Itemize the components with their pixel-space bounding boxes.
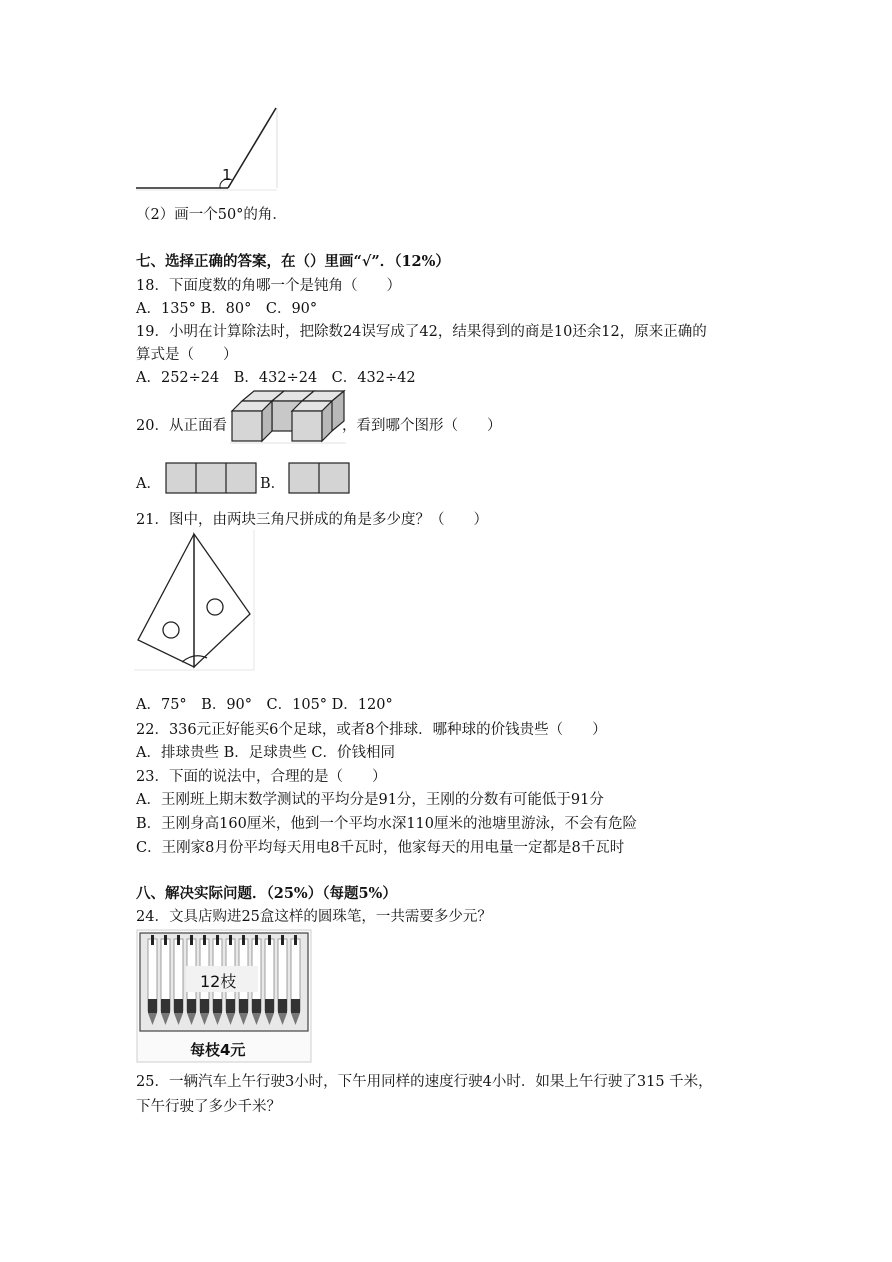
q23-option-a: A．王刚班上期末数学测试的平均分是91分，王刚的分数有可能低于91分: [136, 792, 604, 808]
q20-option-b-label: B．: [260, 476, 286, 492]
q21-options: A．75° B．90° C．105° D．120°: [136, 697, 393, 713]
q21-stem: 21．图中，由两块三角尺拼成的角是多少度？（ ）: [136, 512, 488, 528]
section8-heading: 八、解决实际问题．（25%）（每题5%）: [136, 885, 397, 902]
q22-stem: 22．336元正好能买6个足球，或者8个排球．哪种球的价钱贵些（ ）: [136, 722, 607, 738]
q19-options: A．252÷24 B．432÷24 C．432÷42: [136, 370, 416, 386]
q18-options: A．135° B．80° C．90°: [136, 301, 318, 317]
pen-grip: [291, 999, 300, 1013]
task2-text: （2）画一个50°的角．: [136, 207, 287, 223]
q18-stem: 18．下面度数的角哪一个是钝角（ ）: [136, 278, 401, 294]
set-squares-figure: [134, 530, 256, 672]
q25-stem-line1: 25．一辆汽车上午行驶3小时，下午用同样的速度行驶4小时．如果上午行驶了315 千米，: [136, 1074, 713, 1090]
pen-grip: [187, 999, 196, 1013]
q20-option-a-figure: [164, 461, 260, 495]
pen-box-label: 12枝: [200, 972, 237, 991]
pen-box-figure: [136, 929, 312, 1063]
q25-stem-line2: 下午行驶了多少千米？: [136, 1099, 281, 1115]
pen-clip: [190, 935, 193, 945]
cube-solid-figure: [230, 389, 346, 445]
pen-clip: [177, 935, 180, 945]
pen-grip: [161, 999, 170, 1013]
pen-clip: [242, 935, 245, 945]
q20-option-b-figure: [287, 461, 353, 495]
pen-clip: [281, 935, 284, 945]
q19-stem-line1: 19．小明在计算除法时，把除数24误写成了42，结果得到的商是10还余12，原来正确的: [136, 324, 707, 340]
pen-price-label: 每枝4元: [190, 1041, 246, 1059]
q23-option-b: B．王刚身高160厘米，他到一个平均水深110厘米的池塘里游泳，不会有危险: [136, 816, 638, 832]
angle-label: 1: [222, 166, 232, 184]
pen-grip: [239, 999, 248, 1013]
q23-stem: 23．下面的说法中，合理的是（ ）: [136, 769, 387, 785]
q23-option-c: C．王刚家8月份平均每天用电8千瓦时，他家每天的用电量一定都是8千瓦时: [136, 840, 625, 856]
pen-grip: [226, 999, 235, 1013]
pen-grip: [252, 999, 261, 1013]
q20-stem-after: ，看到哪个图形（ ）: [342, 418, 502, 434]
q19-stem-line2: 算式是（ ）: [136, 347, 238, 363]
section7-heading: 七、选择正确的答案，在（）里画“√”．（12%）: [136, 253, 450, 270]
pen-grip: [148, 999, 157, 1013]
q20-option-a-label: A．: [136, 476, 161, 492]
angle-figure: [136, 106, 282, 192]
pen-clip: [229, 935, 232, 945]
pen-clip: [151, 935, 154, 945]
q20-stem-before: 20．从正面看: [136, 418, 227, 434]
pen-grip: [174, 999, 183, 1013]
pen-clip: [216, 935, 219, 945]
pen-clip: [294, 935, 297, 945]
q22-options: A．排球贵些 B．足球贵些 C．价钱相同: [136, 745, 395, 761]
pen-clip: [255, 935, 258, 945]
pen-clip: [164, 935, 167, 945]
pen-grip: [213, 999, 222, 1013]
pen-clip: [203, 935, 206, 945]
pen-grip: [278, 999, 287, 1013]
pen-grip: [265, 999, 274, 1013]
q24-stem: 24．文具店购进25盒这样的圆珠笔，一共需要多少元？: [136, 909, 492, 925]
pen-grip: [200, 999, 209, 1013]
pen-clip: [268, 935, 271, 945]
